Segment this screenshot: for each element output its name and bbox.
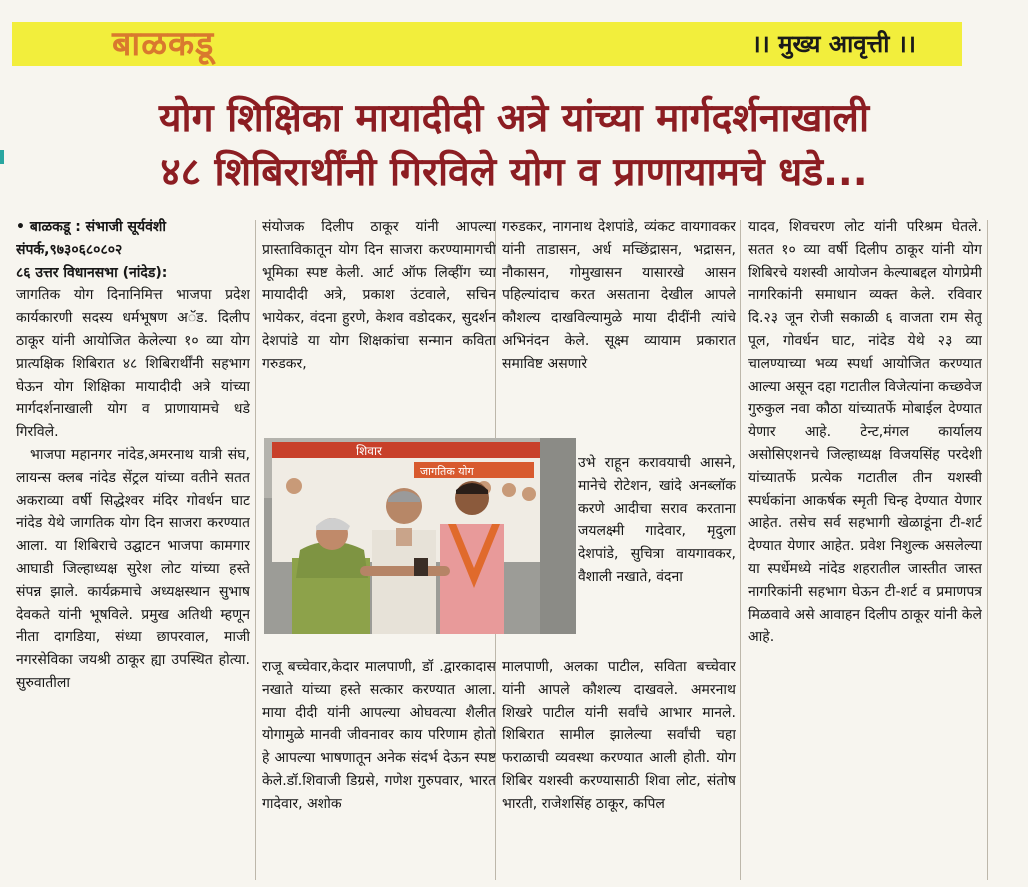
byline-contact: संपर्क,९७३०६८०८०२ (16, 241, 123, 258)
paragraph: मालपाणी, अलका पाटील, सविता बच्चेवार यांनी आपले कौशल्य दाखवले. अमरनाथ शिखरे पाटील यांनी सर्वांचे आभार मानले. शिबिरात सामील झालेल्या सर्वांची चहा फराळाची व्यवस्था करण्यात आली होती. योग शिबिर यशस्वी करण्यासाठी शिवा लोट, संतोष भारती, राजेशसिंह ठाकूर, कपिल (502, 659, 736, 812)
paragraph: संयोजक दिलीप ठाकूर यांनी आपल्या प्रास्ताविकातून योग दिन साजरा करण्यामागची भूमिका स्पष्ट केली. आर्ट ऑफ लिव्हींग च्या मायादीदी अत्रे, प्रकाश उंटवाले, सचिन भायेकर, वंदना हुरणे, केशव वडोदकर, सुदर्शन देशपांडे या योग शिक्षकांचा सन्मान कविता गरुडकर, (262, 219, 496, 372)
paper-name-logo: बाळकडू (112, 24, 215, 64)
event-photo-illustration (264, 438, 576, 634)
paragraph: उभे राहून करावयाची आसने, मानेचे रोटेशन, खांदे अनब्लॉक करणे आदीचा सराव करताना जयलक्ष्मी गादेवार, मृदुला देशपांडे, सुचित्रा वायगावकर, वैशाली नखाते, वंदना (578, 455, 736, 585)
article-column-2-bottom (262, 642, 496, 886)
column-divider (255, 220, 256, 880)
paragraph: यादव, शिवचरण लोट यांनी परिश्रम घेतले. सतत १० व्या वर्षी दिलीप ठाकूर यांनी योग शिबिरचे यशस्वी आयोजन केल्याबद्दल योगप्रेमी नागरिकांनी समाधान व्यक्त केले. रविवार दि.२३ जून रोजी सकाळी ६ वाजता राम सेतू पूल, गोवर्धन घाट, नांदेड येथे २३ व्या चालण्याच्या भव्य स्पर्धा आयोजित करण्यात आल्या असून दहा गटातील विजेत्यांना कच्छवेज गुरुकुल नवा कौठा यांच्यातर्फे मोबाईल देण्यात येणार आहे. टेन्ट,मंगल कार्यालय असोसिएशनचे जिल्हाध्यक्ष विजयसिंह परदेशी यांच्यातर्फे प्रत्येक गटातील तीन यशस्वी स्पर्धकांना आकर्षक स्मृती चिन्ह देण्यात येणार आहेत. तसेच सर्व सहभागी खेळाडूंना टी-शर्ट देण्यात येणार आहेत. प्रवेश निशुल्क असलेल्या या स्पर्धेमध्ये नांदेड शहरातील जास्तीत जास्त नागरिकांनी सहभाग घेऊन टी-शर्ट व प्रमाणपत्र मिळवावे असे आवाहन दिलीप ठाकूर यांनी केले आहे. (748, 219, 982, 646)
article-column-3-bottom (502, 642, 736, 886)
paragraph: गरुडकर, नागनाथ देशपांडे, व्यंकट वायगावकर यांनी ताडासन, अर्ध मच्छिंद्रासन, भद्रासन, नौकासन, गोमुखासन यासारखे आसन पहिल्यांदाच करत असताना देखील आपले कौशल्य दाखविल्यामुळे माया दीदींनी त्यांचे अभिनंदन केले. सूक्ष्म व्यायाम प्रकारात समाविष्ट असणारे (502, 219, 736, 372)
byline-reporter: • बाळकडू : संभाजी सूर्यवंशी (16, 219, 167, 235)
event-photo (264, 438, 576, 634)
byline-dateline: ८६ उत्तर विधानसभा (नांदेड): (16, 264, 168, 281)
article-column-3-top (502, 216, 736, 432)
masthead-strip (12, 22, 962, 66)
paragraph: भाजपा महानगर नांदेड,अमरनाथ यात्री संघ, लायन्स क्लब नांदेड सेंट्रल यांच्या वतीने सतत अकराव्या वर्षी सिद्धेश्वर मंदिर गोवर्धन घाट नांदेड येथे जागतिक योग दिन साजरा करण्यात आला. या शिबिराचे उद्घाटन भाजपा कामगार आघाडी जिल्हाध्यक्ष सुरेश लोट यांच्या हस्ते संपन्न झाले. कार्यक्रमाचे अध्यक्षस्थान सुभाष देवकते यांनी भूषविले. प्रमुख अतिथी म्हणून नीता दागडिया, संध्या छापरवाल, माजी नगरसेविका जयश्री ठाकूर ह्या उपस्थित होत्या. सुरुवातीला (16, 446, 250, 691)
article-column-4 (748, 216, 982, 886)
article-column-2-top (262, 216, 496, 432)
headline-line-1: योग शिक्षिका मायादीदी अत्रे यांच्या मार्गदर्शनाखाली (158, 96, 870, 141)
column-divider (987, 220, 988, 880)
paragraph: जागतिक योग दिनानिमित्त भाजपा प्रदेश कार्यकारणी सदस्य धर्मभूषण अॅड. दिलीप ठाकूर यांनी आयोजित केलेल्या १० व्या योग प्रात्यक्षिक शिबिरात ४८ शिबिरार्थींनी सहभाग घेऊन योग शिक्षिका मायादीदी अत्रे यांच्या मार्गदर्शनाखाली योग व प्राणायामचे धडे गिरविले. (16, 287, 250, 441)
paragraph: राजू बच्चेवार,केदार मालपाणी, डॉ .द्वारकादास नखाते यांच्या हस्ते सत्कार करण्यात आला. माया दीदी यांनी आपल्या ओघवत्या शैलीत योगामुळे मानवी जीवनावर काय परिणाम होतो हे आपल्या भाषणातून अनेक संदर्भ देऊन स्पष्ट केले.डॉ.शिवाजी डिग्रसे, गणेश गुरुपवार, भारत गादेवार, अशोक (262, 659, 496, 812)
article-column-1 (16, 216, 250, 886)
headline-line-2: ४८ शिबिरार्थींनी गिरविले योग व प्राणायामचे धडे... (160, 150, 868, 195)
edition-label: ।। मुख्य आवृत्ती ।। (751, 30, 916, 58)
headline (0, 92, 1028, 200)
photo-banner-text: जागतिक योग (420, 465, 474, 478)
photo-banner-text: शिवार (356, 444, 382, 458)
article-column-3-wrap (578, 438, 736, 634)
column-divider (740, 220, 741, 880)
